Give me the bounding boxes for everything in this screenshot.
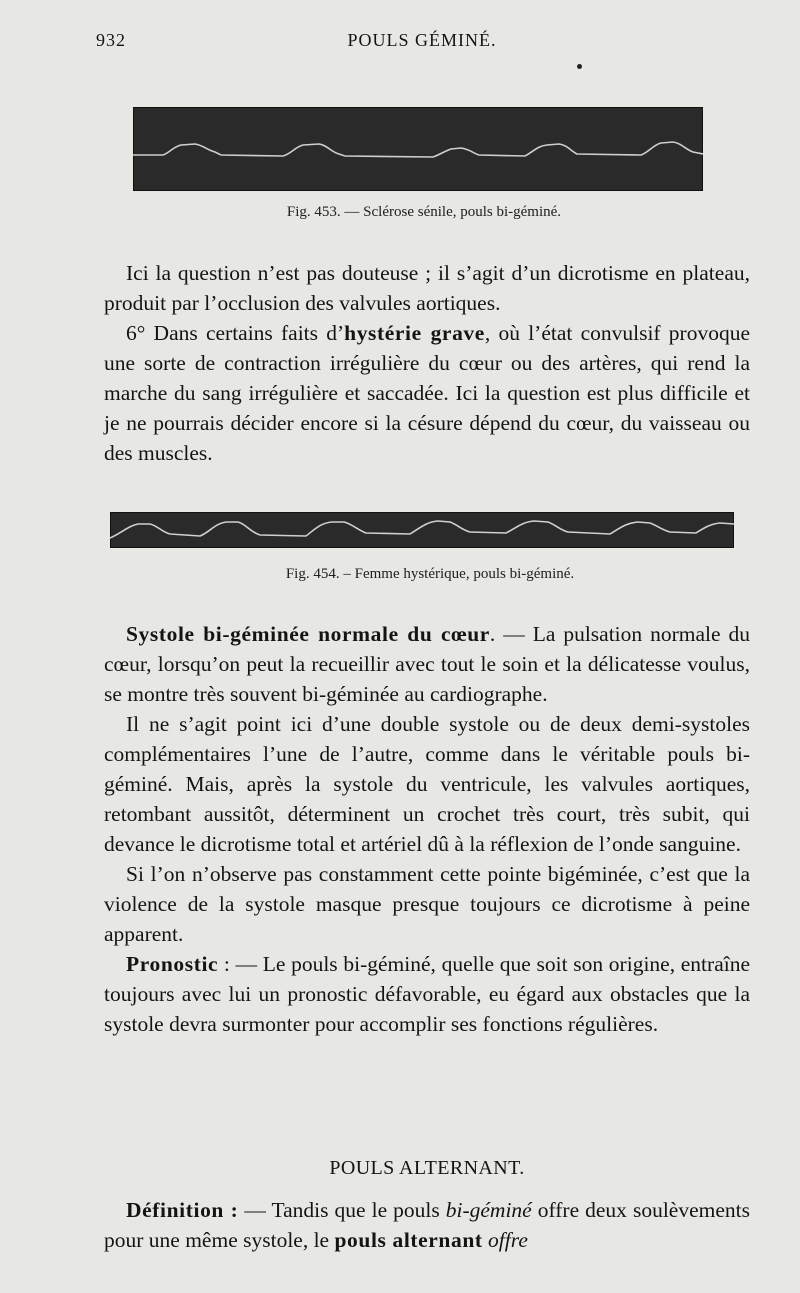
- bold-term: hystérie grave: [344, 321, 485, 345]
- bold-term: Pronostic: [126, 952, 219, 976]
- bold-term: pouls alternant: [334, 1228, 483, 1252]
- section-heading: POULS ALTERNANT.: [329, 1157, 525, 1179]
- paragraph-text: Ici la question n’est pas douteuse ; il s’agit d’un dicrotisme en plateau, produit par l’occlusion des valvules aortiques.: [104, 261, 750, 315]
- paragraph-3: [104, 619, 750, 709]
- italic-term: offre: [488, 1228, 528, 1252]
- paragraph-text: Il ne s’agit point ici d’une double systole ou de deux demi-systoles complémentaires l’une de l’autre, comme dans le véritable pouls bi-géminé. Mais, après la systole du ventricule, les valvules aortiques, retombant aussitôt, déterminent un crochet très court, très subit, qui devance le dicrotisme total et artériel dû à la réflexion de l’onde sanguine.: [104, 712, 750, 856]
- running-title: POULS GÉMINÉ.: [347, 30, 497, 50]
- paragraph-text: : — Le pouls bi-géminé, quelle que soit son origine, entraîne toujours avec lui un pronostic défavorable, eu égard aux obstacles que la systole devra surmonter pour accomplir ses fonctions régulières.: [104, 952, 750, 1036]
- text-block-1: [104, 258, 750, 468]
- page-header: [96, 30, 748, 56]
- figure-caption: Fig. 454. – Femme hystérique, pouls bi-géminé.: [285, 566, 575, 582]
- paragraph-1: [104, 258, 750, 318]
- paragraph-text: 6° Dans certains faits d’: [126, 321, 345, 345]
- paragraph-text: , où l’état convulsif provoque une sorte de contraction irrégulière du cœur ou des artères, qui rend la marche du sang irrégulière et saccadée. Ici la question est plus difficile et je ne pourrais décider encore si la césure dépend du cœur, du vaisseau ou des muscles.: [104, 321, 751, 465]
- bold-term: Systole bi-géminée normale du cœur: [126, 622, 490, 646]
- page-number: 932: [96, 30, 126, 50]
- paragraph-text: Si l’on n’observe pas constamment cette pointe bigéminée, c’est que la violence de la systole masque presque toujours ce dicrotisme à peine apparent.: [104, 862, 750, 946]
- paragraph-5: [104, 859, 750, 949]
- paragraph-2: [104, 318, 750, 468]
- pulse-tracing-453: [133, 107, 703, 191]
- paragraph-7: [104, 1195, 750, 1255]
- paragraph-text: . — La pulsation normale du cœur, lorsqu’on peut la recueillir avec tout le soin et la délicatesse voulus, se montre très souvent bi-géminée au cardiographe.: [104, 622, 750, 706]
- paragraph-text: — Tandis que le pouls: [238, 1198, 446, 1222]
- figure-caption: Fig. 453. — Sclérose sénile, pouls bi-géminé.: [286, 204, 562, 220]
- ink-spot: [577, 64, 582, 69]
- paragraph-text: offre deux soulèvements pour une même systole, le: [104, 1198, 750, 1252]
- text-block-2: [104, 619, 750, 1039]
- pulse-tracing-454: [110, 512, 734, 548]
- paragraph-4: [104, 709, 750, 859]
- paragraph-6: [104, 949, 750, 1039]
- bold-term: Définition :: [126, 1198, 239, 1222]
- text-block-3: [104, 1195, 750, 1255]
- italic-term: bi-géminé: [445, 1198, 532, 1222]
